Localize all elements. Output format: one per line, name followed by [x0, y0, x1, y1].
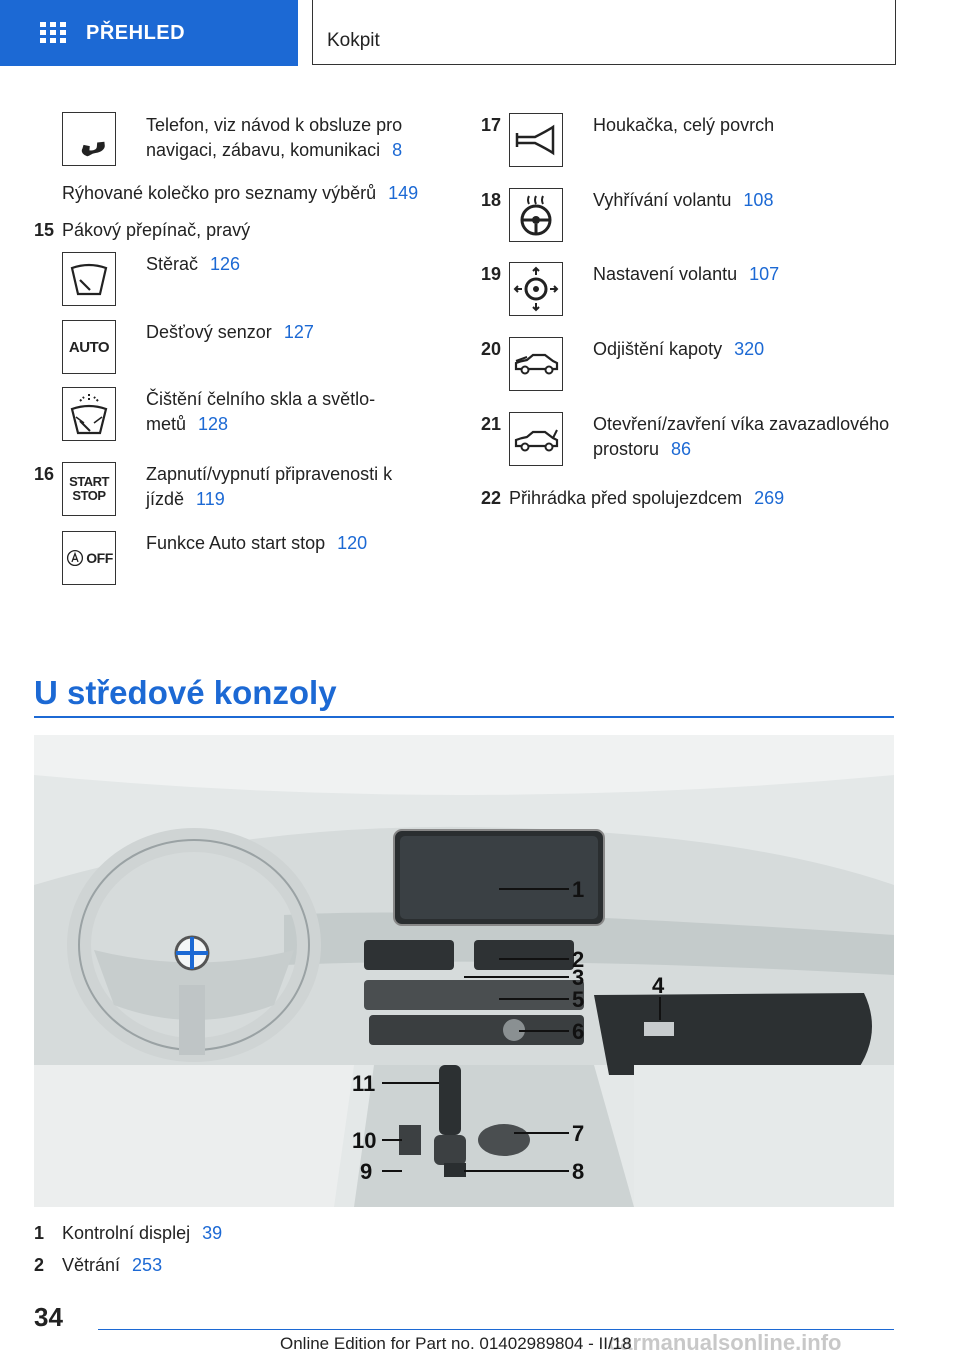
washer-item: [146, 387, 446, 437]
item-number-19: 19: [481, 264, 502, 284]
steering-wheel-heating-icon: [509, 188, 563, 242]
auto-start-stop-off-icon: [62, 531, 116, 585]
legend-page-link[interactable]: 39: [202, 1223, 223, 1243]
washer-icon: [62, 387, 116, 441]
steering-heating-page-link[interactable]: 108: [743, 190, 774, 210]
callout-4: 4: [652, 973, 665, 998]
auto-start-stop-text: Funkce Auto start stop: [146, 533, 326, 553]
section-divider: [34, 716, 894, 718]
rain-sensor-text: Dešťový senzor: [146, 322, 272, 342]
rain-sensor-item: [146, 320, 314, 345]
steering-heating-text: Vyhřívání volantu: [593, 190, 732, 210]
callout-9: 9: [360, 1159, 373, 1184]
stop-icon-label: STOP: [72, 488, 106, 503]
phone-icon: [62, 112, 116, 166]
trunk-lid-text-line2: prostoru: [593, 439, 660, 459]
overview-nav-button[interactable]: [0, 0, 298, 66]
callout-1: 1: [572, 877, 585, 902]
callout-5: 5: [572, 987, 585, 1012]
washer-text-line2: metů: [146, 414, 187, 434]
auto-icon-label: AUTO: [68, 338, 110, 356]
item15-text: Pákový přepínač, pravý: [62, 220, 251, 240]
auto-start-stop-item: [146, 531, 367, 556]
wiper-text: Stěrač: [146, 254, 199, 274]
legend-number: 1: [34, 1223, 45, 1243]
glovebox-page-link[interactable]: 269: [754, 488, 785, 508]
steering-adjust-icon: [509, 262, 563, 316]
hood-release-icon: [509, 337, 563, 391]
start-icon-label: START: [69, 474, 109, 489]
page-number: 34: [34, 1302, 63, 1332]
hood-release-item: [593, 337, 764, 362]
item-number-21: 21: [481, 414, 502, 434]
wiper-icon: [62, 252, 116, 306]
glovebox-item: [509, 486, 784, 511]
phone-page-link[interactable]: 8: [392, 140, 403, 160]
callout-6: 6: [572, 1019, 585, 1044]
callout-7: 7: [572, 1121, 585, 1146]
grid-menu-icon: [40, 22, 66, 44]
item-number-16: 16: [34, 464, 55, 484]
steering-adjust-text: Nastavení volantu: [593, 264, 738, 284]
steering-heating-item: [593, 188, 773, 213]
legend-text: Větrání: [62, 1255, 121, 1275]
trunk-lid-icon: [509, 412, 563, 466]
trunk-lid-text-line1: Otevření/zavření víka zavazadlového: [593, 414, 890, 434]
callout-10: 10: [352, 1128, 377, 1153]
washer-page-link[interactable]: 128: [198, 414, 229, 434]
item-number-15: 15: [34, 220, 55, 240]
auto-start-stop-page-link[interactable]: 120: [337, 533, 368, 553]
callout-11: 11: [352, 1071, 376, 1096]
watermark: carmanualsonline.info: [608, 1330, 842, 1355]
horn-icon: [509, 113, 563, 167]
item-number-22: 22: [481, 488, 502, 508]
hood-release-page-link[interactable]: 320: [734, 339, 765, 359]
wiper-item: [146, 252, 240, 277]
legend-number: 2: [34, 1255, 45, 1275]
off-icon-label: OFF: [86, 550, 113, 566]
thumbwheel-text: Rýhované kolečko pro seznamy výběrů: [62, 183, 377, 203]
steering-adjust-page-link[interactable]: 107: [749, 264, 780, 284]
edition-text: Online Edition for Part no. 01402989804 - II/18: [280, 1334, 632, 1353]
callout-8: 8: [572, 1159, 585, 1184]
thumbwheel-page-link[interactable]: 149: [388, 183, 419, 203]
rain-sensor-page-link[interactable]: 127: [283, 322, 314, 342]
wiper-page-link[interactable]: 126: [210, 254, 241, 274]
start-stop-page-link[interactable]: 119: [196, 489, 225, 509]
phone-text-line2: navigaci, zábavu, komunikaci: [146, 140, 381, 160]
chapter-label: Kokpit: [327, 30, 380, 51]
chapter-tab[interactable]: [312, 0, 896, 65]
thumbwheel-item: [62, 181, 418, 206]
item-number-18: 18: [481, 190, 502, 210]
hood-release-text: Odjištění kapoty: [593, 339, 723, 359]
section-label: PŘEHLED: [86, 21, 186, 44]
rain-sensor-icon: [62, 320, 116, 374]
cockpit-photo: [34, 735, 894, 1207]
glovebox-text: Přihrádka před spolujezdcem: [509, 488, 743, 508]
item-number-17: 17: [481, 115, 502, 135]
start-stop-icon: [62, 462, 116, 516]
legend-text: Kontrolní displej: [62, 1223, 191, 1243]
trunk-lid-item: [593, 412, 903, 462]
start-stop-text-line2: jízdě: [146, 489, 185, 509]
callout-3: 3: [572, 965, 585, 990]
page-header: [0, 0, 960, 66]
section-title: U středové konzoly: [34, 674, 337, 711]
phone-text-line1: Telefon, viz návod k obsluze pro: [146, 115, 403, 135]
horn-text: Houkačka, celý povrch: [593, 115, 775, 135]
washer-text-line1: Čištění čelního skla a světlo-: [146, 389, 376, 409]
steering-adjust-item: [593, 262, 779, 287]
item-number-20: 20: [481, 339, 502, 359]
start-stop-text-line1: Zapnutí/vypnutí připravenosti k: [146, 464, 393, 484]
trunk-lid-page-link[interactable]: 86: [671, 439, 692, 459]
phone-item: [146, 113, 446, 163]
legend-page-link[interactable]: 253: [132, 1255, 163, 1275]
callout-2: 2: [572, 947, 585, 972]
start-stop-item: [146, 462, 446, 512]
